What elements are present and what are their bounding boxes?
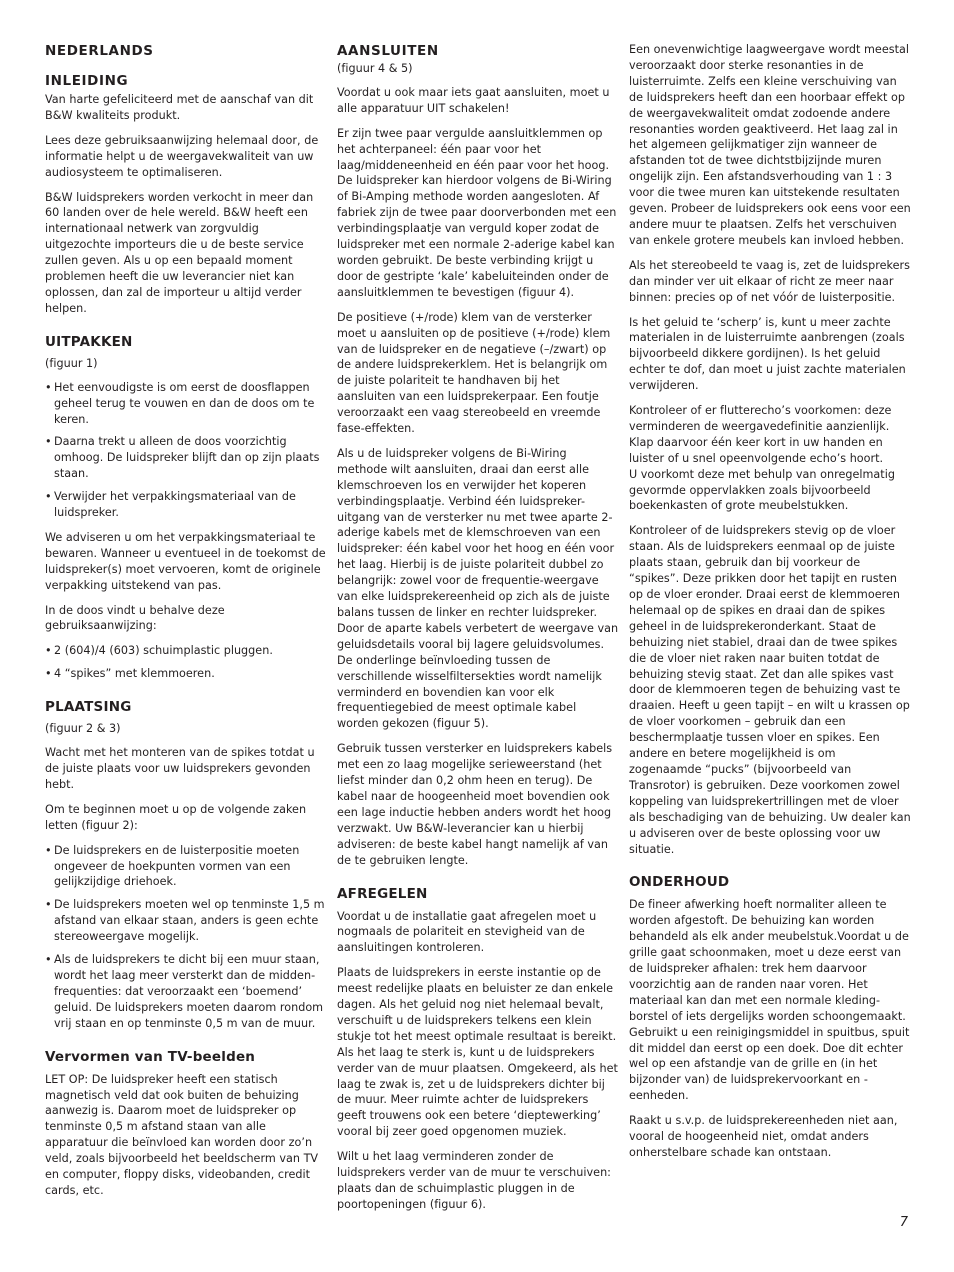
paragraph: Kontroleer of de luidsprekers stevig op de vloer staan. Als de luidsprekers eenmaal op de juiste plaats staan, gebruik dan bij voorkeur de “spikes”. Deze prikken door het tapijt en rusten op de vloer eronder. Draai eerst de klemmoeren helemaal op de spikes en draai dan de spikes geheel in de luidsprekeronderkant. Staat de behuizing niet stabiel, draai dan de twee spikes die de vloer niet raken naar buiten totdat de behuizing stevig staat. Zet dan alle spikes vast door de klemmoeren tegen de behuizing vast te draaien. Heeft u geen tapijt – en wilt u krassen op de vloer voorkomen – gebruik dan een beschermplaatje tussen vloer en spikes. Een andere en betere mogelijkheid is om zogenaamde “pucks” (bijvoorbeeld van Transrotor) is gebruiken. Deze voorkomen zowel koppeling van luidsprekertrillingen met de vloer als beschadiging van de behuizing. Uw dealer kan u adviseren over de beste oplossing voor uw situatie. [629,524,911,856]
paragraph: B&W luidsprekers worden verkocht in meer dan 60 landen over de hele wereld. B&W heeft een internationaal netwerk van zorgvuldig uitgezochte importeurs die u de beste service zullen geven. Als u op een bepaald moment problemen heeft die uw leverancier niet kan oplossen, dan zal de importeur u altijd verder helpen. [45,190,314,315]
section-title-uitpakken: UITPAKKEN [45,333,133,350]
section-title-inleiding: INLEIDING [45,73,129,89]
bullet-icon: • [45,843,52,857]
paragraph: Kontroleer of er flutterecho’s voorkomen: deze verminderen de weergavedefinitie aanzienlijk. Klap daarvoor één keer kort in uw handen en luister of u snel opeenvolgende echo’s hoort. [629,404,892,465]
paragraph: U voorkomt deze met behulp van onregelmatig gevormde oppervlakken zoals bijvoorbeeld boekenkasten of grote meubelstukken. [629,467,895,513]
bullet-list [45,843,327,1032]
bullet-icon: • [45,667,52,681]
paragraph: We adviseren u om het verpakkingsmateriaal te bewaren. Wanneer u eventueel in de toekomst de luidspreker(s) moet vervoeren, komt de originele verpakking uitstekend van pas. [45,530,326,592]
bullet-icon: • [45,490,52,504]
paragraph: Gebruik tussen versterker en luidsprekers kabels met een zo laag mogelijke serieweerstand (het liefst minder dan 0,2 ohm heen en terug). De kabel naar de hoogeenheid moet bovendien ook een lage inductie hebben anders wordt het hoog verzwakt. Uw B&W-leverancier kan u hierbij adviseren: de beste kabel hangt namelijk af van de te gebruiken lengte. [337,742,613,867]
paragraph: De positieve (+/rode) klem van de versterker moet u aansluiten op de positieve (+/rode) klem van de luidspreker en de negatieve (–/zwart) op de andere luidsprekerklem. Het is belangrijk om de juiste polariteit te handhaven bij het aansluiten van een luidsprekerpaar. Een foutje veroorzaakt een vaag stereobeeld en vreemde fase-effekten. [337,310,611,436]
bullet-icon: • [45,380,52,394]
column-1 [45,42,327,1208]
list-item: • Als de luidsprekers te dicht bij een muur staan, wordt het laag meer versterkt dan de midden-frequenties: dat veroorzaakt een ‘boemend’ geluid. De luidsprekers moeten daarom rondom vrij staan en op tenminste 0,5 m van de muur. [45,953,324,1030]
section-title-tv: Vervormen van TV-beelden [45,1048,256,1065]
paragraph: Is het geluid te ‘scherp’ is, kunt u meer zachte materialen in de luisterruimte aanbrengen (zoals bijvoorbeeld dikkere gordijnen). Is het geluid echter te dof, dan moet u juist zachte materialen verwijderen. [629,315,906,393]
list-item: • Het eenvoudigste is om eerst de doosflappen geheel terug te vouwen en dan de doos om te keren. [45,380,315,426]
paragraph: Als u de luidspreker volgens de Bi-Wiring methode wilt aansluiten, draai dan eerst alle klemschroeven los en verwijder het koperen verbindingsplaatje. Verbind één luidspreker-uitgang van de versterker nu met twee aparte 2-aderige kabels met de klemschroeven van een luidspreker: één kabel voor het hoog en één voor het laag. Hierbij is de juiste polariteit dubbel zo belangrijk: zowel voor de frequentie-weergave van elke luidsprekereenheid op zich als de juiste balans tussen de linker en rechter luidspreker. Door de aparte kabels verbetert de weergave van geluidsdetails vooral bij lagere geluidsvolumes. De onderlinge beïnvloeding tussen de verschillende wisselfiltersekties wordt namelijk verminderd en bovendien kan voor elk frequentiegebied de meest optimale kabel worden gekozen (figuur 5). [337,446,619,731]
list-item: • De luidsprekers moeten wel op tenminste 1,5 m afstand van elkaar staan, anders is geen echte stereoweergave mogelijk. [45,898,325,944]
paragraph: Wacht met het monteren van de spikes totdat u de juiste plaats voor uw luidsprekers gevonden hebt. [45,746,315,791]
paragraph: Voordat u de installatie gaat afregelen moet u nogmaals de polariteit en stevigheid van de aansluitingen kontroleren. [337,909,597,955]
paragraph: Plaats de luidsprekers in eerste instantie op de meest redelijke plaats en beluister ze dan enkele dagen. Als het geluid nog niet helemaal bevalt, verschuift u de luidsprekers telkens een klein stukje tot het meest optimale resultaat is bereikt. Als het laag te sterk is, kunt u de luidsprekers verder van de muur plaatsen. Omgekeerd, als het laag te zwak is, zet u de luidsprekers dichter bij de muur. Meer ruimte achter de luidsprekers geeft trouwens ook een betere ‘dieptewerking’ vooral bij zeer goed opgenomen muziek. [337,966,618,1139]
paragraph: Voordat u ook maar iets gaat aansluiten, moet u alle apparatuur UIT schakelen! [337,85,610,115]
list-item: • De luidsprekers en de luisterpositie moeten ongeveer de hoekpunten vormen van een gelijkzijdige driehoek. [45,843,300,889]
language-heading: NEDERLANDS [45,43,154,59]
bullet-icon: • [45,435,52,449]
section-title-afregelen: AFREGELEN [337,885,428,902]
list-item: • Verwijder het verpakkingsmateriaal van de luidspreker. [45,490,296,520]
paragraph: Als het stereobeeld te vaag is, zet de luidsprekers dan minder ver uit elkaar of richt ze meer naar binnen: precies op of net vóór de luisterpositie. [629,258,910,304]
bullet-icon: • [45,644,52,658]
paragraph: In de doos vindt u behalve deze gebruiksaanwijzing: [45,603,225,633]
column-2 [337,42,619,1222]
paragraph: Wilt u het laag verminderen zonder de luidsprekers verder van de muur te verschuiven: plaats dan de schuimplastic pluggen in de poortopeningen (figuur 6). [337,1150,611,1211]
bullet-list [45,380,327,521]
column-3 [629,42,911,1170]
section-title-onderhoud: ONDERHOUD [629,874,730,891]
figure-reference: (figuur 2 & 3) [45,722,121,736]
page-number: 7 [899,1215,908,1230]
list-item: • 2 (604)/4 (603) schuimplastic pluggen. [45,644,273,658]
paragraph: Er zijn twee paar vergulde aansluitklemmen op het achterpaneel: één paar voor het laag/middeneenheid en één paar voor het hoog. De luidspreker kan hierdoor volgens de Bi-Wiring of Bi-Amping methode worden aangesloten. Af fabriek zijn de twee paar doorverbonden met een verbindingsplaatje van verguld koper zodat de luidspreker met een normale 2-aderige kabel kan worden gebruikt. De beste verbinding krijgt u door de gestripte ‘kale’ kabeluiteinden onder de aansluitklemmen te bevestigen (figuur 4). [337,126,617,299]
list-item: • 4 “spikes” met klemmoeren. [45,667,215,681]
paragraph: Een onevenwichtige laagweergave wordt meestal veroorzaakt door sterke resonanties in de luisterruimte. Zelfs een kleine verschuiving van de luidsprekers heeft dan een hoorbaar effekt op de weergavekwaliteit omdat zodoende andere resonanties worden geaktiveerd. Het laag zal in het algemeen gelijkmatiger zijn wanneer de afstanden tot de twee dichtstbijzijnde muren ongelijk zijn. Een afstandsverhouding van 1 : 3 voor die twee muren kan uitstekende resultaten geven. Probeer de luidsprekers ook eens voor een andere muur te plaatsen. Zelfs het verschuiven van enkele grotere meubels kan invloed hebben. [629,43,911,247]
paragraph: De fineer afwerking hoeft normaliter alleen te worden afgestoft. De behuizing kan worden behandeld als elk ander meubelstuk.Voordat u de grille gaat schoonmaken, moet u deze eerst van de luidspreker afhalen: trek hem daarvoor voorzichtig aan de randen naar voren. Het materiaal kan dan met een normale kleding-borstel of iets dergelijks worden schoongemaakt. Gebruikt u een reinigingsmiddel in spuitbus, spuit dit middel dan eerst op een doek. Doe dit echter wel op een afstandje van de grille en (in het bijzonder van) de luidsprekervoorkant en -eenheden. [629,898,910,1103]
figure-reference: (figuur 1) [45,356,98,370]
paragraph: Van harte gefeliciteerd met de aanschaf van dit B&W kwaliteits produkt. [45,93,314,122]
list-item: • Daarna trekt u alleen de doos voorzichtig omhoog. De luidspreker blijft dan op zijn plaats staan. [45,435,320,481]
paragraph: Lees deze gebruiksaanwijzing helemaal door, de informatie helpt u de weergavekwaliteit van uw audiosysteem te optimaliseren. [45,133,319,179]
section-title-plaatsing: PLAATSING [45,699,132,716]
paragraph: LET OP: De luidspreker heeft een statisch magnetisch veld dat ook buiten de behuizing aanwezig is. Daarom moet de luidspreker op tenminste 0,5 m afstand staan van alle apparatuur die beïnvloed kan worden door zo’n veld, zoals bijvoorbeeld het beeldscherm van TV en computer, floppy disks, videobanden, credit cards, etc. [45,1072,319,1197]
contents-list [45,643,327,682]
paragraph: Om te beginnen moet u op de volgende zaken letten (figuur 2): [45,802,307,832]
section-title-aansluiten: AANSLUITEN [337,43,439,59]
figure-reference: (figuur 4 & 5) [337,62,413,75]
bullet-icon: • [45,898,52,912]
bullet-icon: • [45,953,52,967]
paragraph: Raakt u s.v.p. de luidsprekereenheden niet aan, vooral de hoogeenheid niet, omdat anders onherstelbare schade kan ontstaan. [629,1114,898,1159]
